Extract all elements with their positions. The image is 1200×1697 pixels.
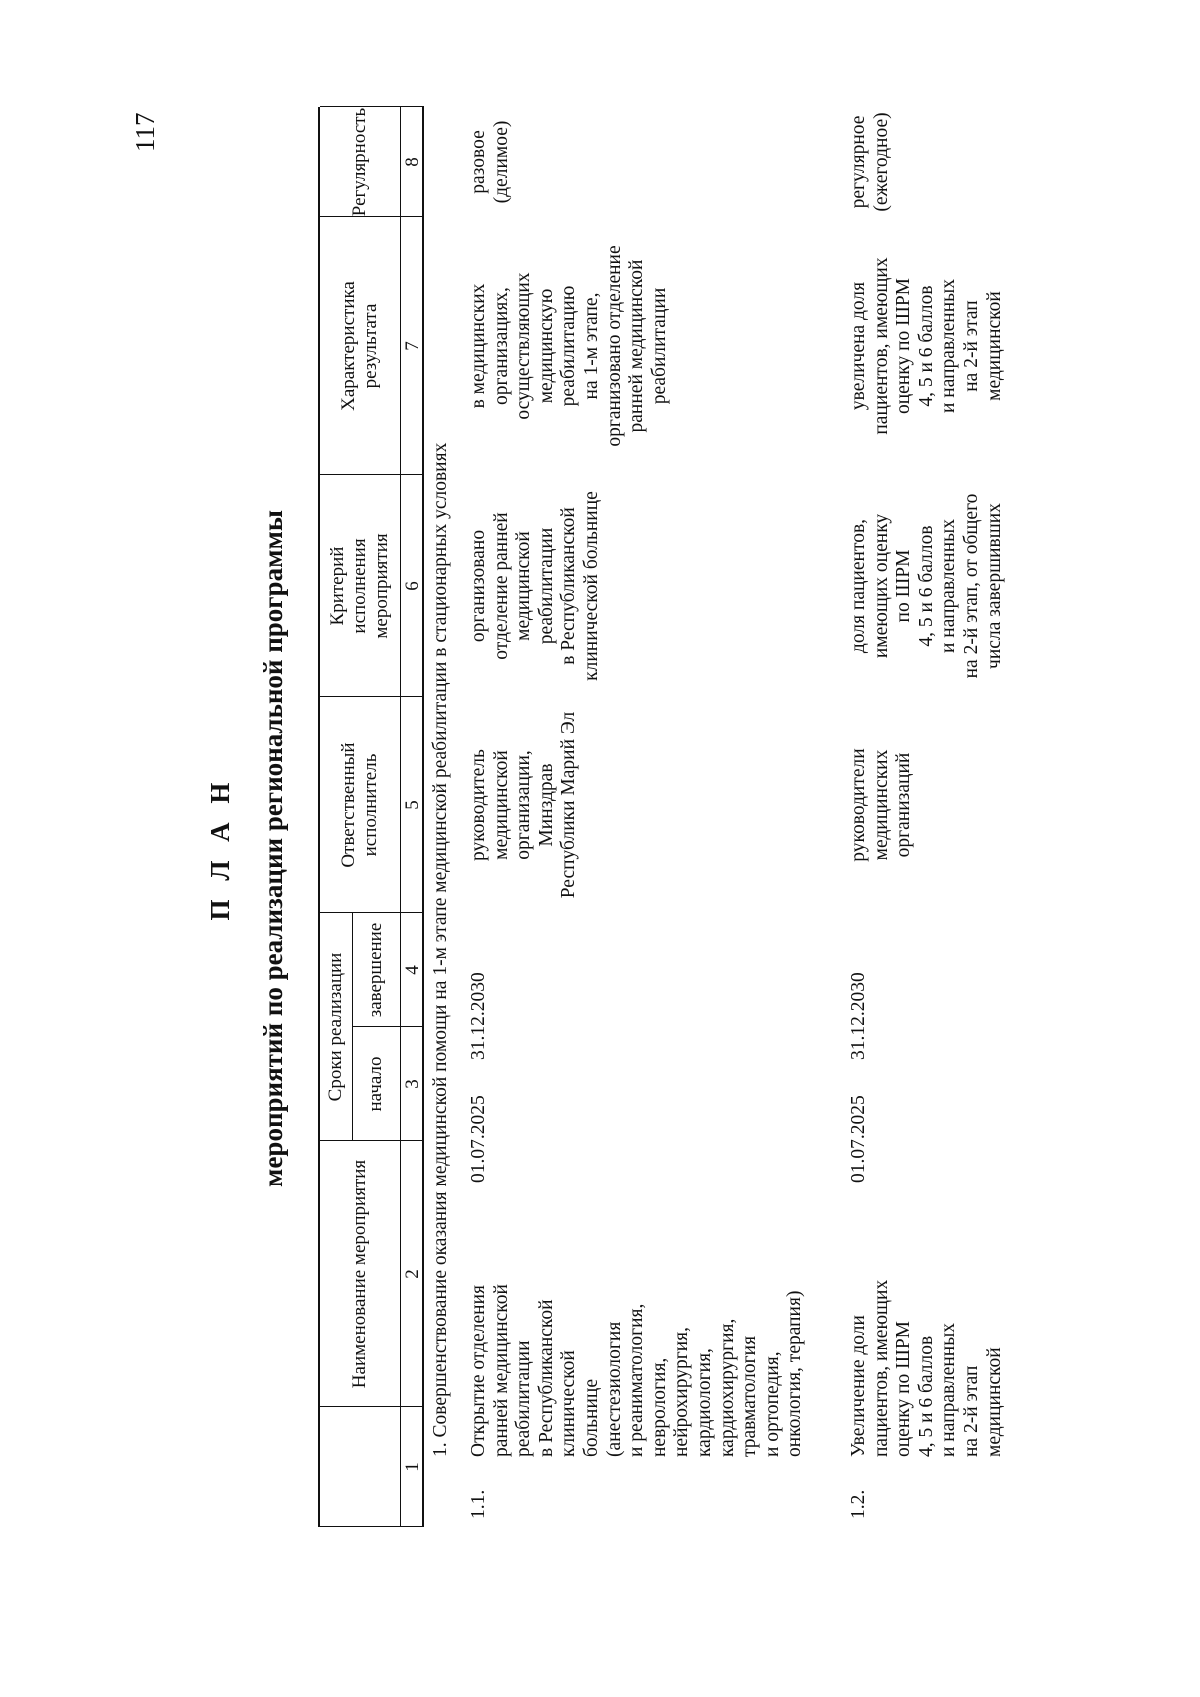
criterion-line: отделение ранней <box>490 512 512 660</box>
result-line: медицинской <box>983 291 1005 401</box>
result-line: осуществляющих <box>513 272 535 420</box>
responsible-line: медицинских <box>870 749 892 861</box>
responsible-line: руководитель <box>468 749 489 861</box>
name-line: оценку по ШРМ <box>893 1320 915 1457</box>
row-responsible <box>848 697 916 913</box>
criterion-line: организовано <box>468 529 489 643</box>
header-end: завершение <box>365 922 386 1018</box>
row-criterion <box>468 475 604 697</box>
index-cell: 2 <box>402 1269 423 1279</box>
name-line: травматология <box>739 1335 761 1457</box>
name-line: реабилитации <box>513 1340 535 1457</box>
header-col1 <box>320 1407 400 1527</box>
result-line: медицинскую <box>535 288 557 404</box>
result-line: на 1-м этапе, <box>580 292 602 400</box>
name-line: кардиохирургия, <box>716 1318 738 1457</box>
name-line: медицинской <box>983 1347 1005 1457</box>
row-name <box>848 1191 1006 1457</box>
row-name <box>468 1191 807 1457</box>
index-cell: 5 <box>402 800 423 810</box>
header-responsible: Ответственный исполнитель <box>338 742 381 868</box>
row-regularity <box>848 107 893 217</box>
row-start-date: 01.07.2025 <box>848 1095 869 1183</box>
name-line: и ортопедия, <box>761 1351 783 1457</box>
result-line: в медицинских <box>468 283 489 409</box>
result-line: увеличена доля <box>848 281 869 411</box>
regularity-line: регулярное <box>848 115 869 209</box>
criterion-line: клинической больнице <box>580 491 602 681</box>
responsible-line: организации, <box>513 750 535 860</box>
result-line: ранней медицинской <box>626 259 648 433</box>
index-cell: 4 <box>402 965 423 975</box>
header-start: начало <box>365 1056 386 1112</box>
criterion-line: в Республиканской <box>558 507 580 665</box>
result-line: оценку по ШРМ <box>893 278 915 415</box>
criterion-line: доля пациентов, <box>848 518 869 654</box>
row-result <box>468 217 671 475</box>
index-cell: 8 <box>402 157 423 167</box>
responsible-line: Минздрав <box>535 763 557 847</box>
result-line: реабилитации <box>648 287 670 405</box>
row-end-date: 31.12.2030 <box>468 972 489 1060</box>
header-criterion: Критерий исполнения мероприятия <box>327 533 392 639</box>
name-line: кардиология, <box>693 1348 715 1457</box>
row-result <box>848 217 1006 475</box>
name-line: в Республиканской <box>535 1299 557 1457</box>
criterion-line: числа завершивших <box>983 503 1005 669</box>
result-line: 4, 5 и 6 баллов <box>915 285 937 407</box>
header-result: Характеристика результата <box>338 281 381 411</box>
name-line: на 2-й этап <box>960 1365 982 1457</box>
result-line: организациях, <box>490 287 512 405</box>
criterion-line: медицинской <box>513 531 535 641</box>
result-line: пациентов, имеющих <box>870 257 892 435</box>
name-line: (анестезиология <box>603 1321 625 1457</box>
name-line: и реаниматология, <box>626 1303 648 1457</box>
row-regularity <box>468 107 513 217</box>
regularity-line: (делимое) <box>490 120 512 204</box>
name-line: клинической <box>558 1350 580 1457</box>
index-cell: 7 <box>402 341 423 351</box>
responsible-line: руководители <box>848 748 869 862</box>
index-cell: 1 <box>402 1462 423 1472</box>
table-header <box>318 107 424 1527</box>
result-line: реабилитацию <box>558 285 580 407</box>
row-number: 1.2. <box>848 1489 869 1519</box>
result-line: на 2-й этап <box>960 300 982 392</box>
row-number: 1.1. <box>468 1489 489 1519</box>
row-responsible <box>468 697 581 913</box>
responsible-line: организаций <box>893 752 915 858</box>
name-line: Увеличение доли <box>848 1315 869 1457</box>
responsible-line: медицинской <box>490 750 512 860</box>
index-cell: 6 <box>402 581 423 591</box>
criterion-line: на 2-й этап, от общего <box>960 493 982 679</box>
document-subtitle: мероприятий по реализации региональной программы <box>258 510 288 1187</box>
row-end-date: 31.12.2030 <box>848 972 869 1060</box>
header-border <box>400 107 401 1527</box>
name-line: больнице <box>580 1379 602 1457</box>
name-line: пациентов, имеющих <box>870 1279 892 1457</box>
criterion-line: по ШРМ <box>893 549 915 623</box>
document-title: П Л А Н <box>205 776 235 921</box>
result-line: и направленных <box>938 278 960 414</box>
header-period: Сроки реализации <box>325 952 346 1102</box>
row-start-date: 01.07.2025 <box>468 1095 489 1183</box>
section-title: 1. Совершенствование оказания медицинской помощи на 1-м этапе медицинской реабилитации в стационарных условиях <box>430 442 451 1457</box>
name-line: Открытие отделения <box>468 1285 489 1457</box>
page-number: 117 <box>130 112 160 152</box>
responsible-line: Республики Марий Эл <box>558 711 580 899</box>
name-line: 4, 5 и 6 баллов <box>915 1335 937 1457</box>
regularity-line: (ежегодное) <box>870 112 892 212</box>
name-line: онкология, терапия) <box>784 1290 806 1457</box>
criterion-line: имеющих оценку <box>870 513 892 659</box>
row-criterion <box>848 475 1006 697</box>
criterion-line: реабилитации <box>535 527 557 645</box>
name-line: и направленных <box>938 1322 960 1457</box>
criterion-line: 4, 5 и 6 баллов <box>915 525 937 647</box>
name-line: неврология, <box>648 1357 670 1457</box>
name-line: нейрохирургия, <box>671 1327 693 1457</box>
criterion-line: и направленных <box>938 518 960 654</box>
header-name: Наименование мероприятия <box>349 1159 370 1389</box>
name-line: ранней медицинской <box>490 1284 512 1457</box>
regularity-line: разовое <box>468 130 489 194</box>
header-regularity: Регулярность <box>349 107 370 217</box>
result-line: организовано отделение <box>603 245 625 447</box>
index-cell: 3 <box>402 1079 423 1089</box>
